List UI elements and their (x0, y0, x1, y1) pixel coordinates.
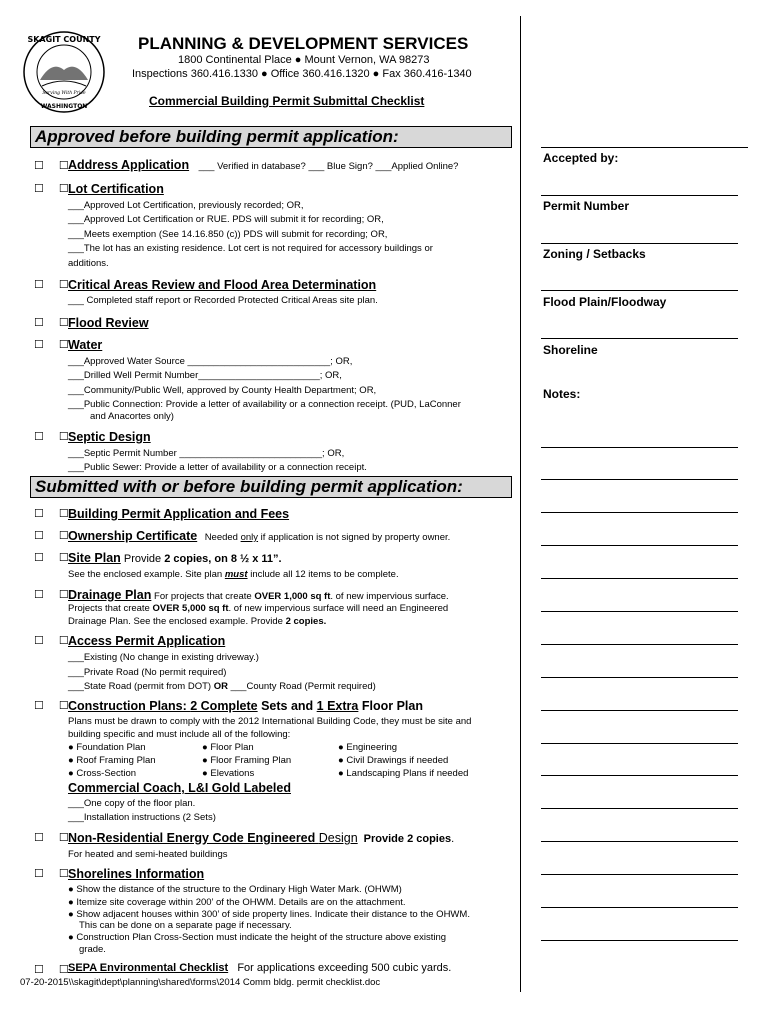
item-site-title: Site Plan Provide 2 copies, on 8 ½ x 11”. (68, 551, 282, 565)
item-energy-title: Non-Residential Energy Code Engineered Design Provide 2 copies. (68, 831, 455, 845)
skagit-county-seal (22, 30, 106, 114)
label-shoreline: Shoreline (543, 343, 598, 357)
lot-line: ___The lot has an existing residence. Lot cert is not required for accessory buildings or (68, 243, 433, 254)
notes-line[interactable] (541, 677, 738, 678)
drainage-line: Drainage Plan. See the enclosed example. Provide 2 copies. (68, 616, 327, 627)
checkbox-sepa[interactable]: ☐ ☐ (34, 964, 75, 976)
item-flood-title: Flood Review (68, 316, 149, 330)
lot-line: additions. (68, 258, 109, 269)
construction-bullet: ● Landscaping Plans if needed (338, 768, 469, 779)
banner-approved: Approved before building permit application: (30, 126, 512, 148)
construction-bullet: ● Engineering (338, 742, 398, 753)
septic-line: ___Public Sewer: Provide a letter of availability or a connection receipt. (68, 462, 367, 473)
shorelines-line: ● Show adjacent houses within 300’ of side property lines. Indicate their distance to the OHWM. (68, 909, 470, 920)
item-ownership-title: Ownership Certificate Needed only if application is not signed by property owner. (68, 529, 451, 543)
item-sepa-title: SEPA Environmental Checklist For applications exceeding 500 cubic yards. (68, 962, 452, 974)
notes-line[interactable] (541, 808, 738, 809)
access-line: ___Existing (No change in existing driveway.) (68, 652, 259, 663)
header-phones: Inspections 360.416.1330 ● Office 360.416.1320 ● Fax 360.416-1340 (132, 68, 472, 80)
notes-line[interactable] (541, 512, 738, 513)
lot-line: ___Approved Lot Certification, previously recorded; OR, (68, 200, 304, 211)
water-line: and Anacortes only) (90, 411, 174, 422)
notes-line[interactable] (541, 775, 738, 776)
notes-line[interactable] (541, 447, 738, 448)
construction-line: Plans must be drawn to comply with the 2012 International Building Code, they must be site and (68, 716, 472, 727)
lot-line: ___Meets exemption (See 14.16.850 (c)) PDS will submit for recording; OR, (68, 229, 388, 240)
svg-text:SKAGIT COUNTY: SKAGIT COUNTY (27, 35, 101, 44)
item-bpa-title: Building Permit Application and Fees (68, 507, 290, 521)
critical-line: ___ Completed staff report or Recorded Protected Critical Areas site plan. (68, 295, 378, 306)
shorelines-line: This can be done on a separate page if necessary. (79, 920, 292, 931)
septic-line: ___Septic Permit Number ___________________________; OR, (68, 448, 345, 459)
water-line: ___Community/Public Well, approved by County Health Department; OR, (68, 385, 377, 396)
notes-line[interactable] (541, 841, 738, 842)
access-line: ___Private Road (No permit required) (68, 667, 227, 678)
notes-line[interactable] (541, 907, 738, 908)
notes-line[interactable] (541, 545, 738, 546)
construction-line: building specific and must include all of the following: (68, 729, 291, 740)
item-water-title: Water (68, 338, 103, 352)
notes-line[interactable] (541, 710, 738, 711)
right-rule (541, 290, 738, 291)
checkbox-shorelines[interactable]: ☐ ☐ (34, 868, 75, 880)
checkbox-site[interactable]: ☐ ☐ (34, 552, 75, 564)
item-septic-title: Septic Design (68, 430, 151, 444)
notes-line[interactable] (541, 940, 738, 941)
item-construction-title: Construction Plans: 2 Complete Sets and 1 Extra Floor Plan (68, 699, 423, 713)
label-notes: Notes: (543, 387, 581, 401)
label-flood-plain: Flood Plain/Floodway (543, 295, 667, 309)
lot-line: ___Approved Lot Certification or RUE. PDS will submit it for recording; OR, (68, 214, 384, 225)
svg-text:WASHINGTON: WASHINGTON (40, 103, 88, 110)
construction-bullet: ● Foundation Plan (68, 742, 146, 753)
item-critical-title: Critical Areas Review and Flood Area Determination (68, 278, 377, 292)
shorelines-line: ● Construction Plan Cross-Section must indicate the height of the structure above existing (68, 932, 447, 943)
checkbox-bpa[interactable]: ☐ ☐ (34, 508, 75, 520)
construction-bullet: ● Floor Framing Plan (202, 755, 292, 766)
checkbox-lot[interactable]: ☐ ☐ (34, 183, 75, 195)
water-line: ___Approved Water Source ___________________________; OR, (68, 356, 353, 367)
shorelines-line: ● Itemize site coverage within 200’ of the OHWM. Details are on the attachment. (68, 897, 406, 908)
checkbox-drainage[interactable]: ☐ ☐ (34, 589, 75, 601)
notes-line[interactable] (541, 644, 738, 645)
notes-line[interactable] (541, 611, 738, 612)
label-zoning: Zoning / Setbacks (543, 247, 646, 261)
item-address-title: Address Application ___ Verified in database? ___ Blue Sign? ___Applied Online? (68, 158, 459, 172)
right-rule (541, 243, 738, 244)
column-divider (520, 16, 521, 992)
right-rule (541, 338, 738, 339)
construction-bullet: ● Cross-Section (68, 768, 137, 779)
shorelines-line: grade. (79, 944, 106, 955)
label-accepted-by: Accepted by: (543, 151, 619, 165)
item-access-title: Access Permit Application (68, 634, 226, 648)
header-address: 1800 Continental Place ● Mount Vernon, WA 98273 (178, 54, 430, 66)
coach-line: ___One copy of the floor plan. (68, 798, 196, 809)
shorelines-line: ● Show the distance of the structure to the Ordinary High Water Mark. (OHWM) (68, 884, 402, 895)
notes-line[interactable] (541, 479, 738, 480)
notes-line[interactable] (541, 874, 738, 875)
checkbox-address[interactable]: ☐ ☐ (34, 160, 75, 172)
item-shorelines-title: Shorelines Information (68, 867, 205, 881)
footer-path: 07-20-2015\\skagit\dept\planning\shared\forms\2014 Comm bldg. permit checklist.doc (20, 977, 381, 988)
banner-submitted: Submitted with or before building permit application: (30, 476, 512, 498)
access-line: ___State Road (permit from DOT) OR ___County Road (Permit required) (68, 681, 376, 692)
header-subtitle: Commercial Building Permit Submittal Checklist (149, 94, 425, 108)
site-line: See the enclosed example. Site plan must include all 12 items to be complete. (68, 569, 399, 580)
right-rule (541, 147, 748, 148)
construction-bullet: ● Elevations (202, 768, 255, 779)
item-coach-title: Commercial Coach, L&I Gold Labeled (68, 781, 291, 795)
water-line: ___Drilled Well Permit Number_______________________; OR, (68, 370, 342, 381)
checkbox-access[interactable]: ☐ ☐ (34, 635, 75, 647)
notes-line[interactable] (541, 578, 738, 579)
energy-line: For heated and semi-heated buildings (68, 849, 228, 860)
header-title: PLANNING & DEVELOPMENT SERVICES (138, 34, 469, 53)
svg-text:Serving With Pride: Serving With Pride (42, 91, 86, 96)
item-drainage-title: Drainage Plan For projects that create OVER 1,000 sq ft. of new impervious surface. (68, 588, 449, 602)
checkbox-construction[interactable]: ☐ ☐ (34, 700, 75, 712)
item-lot-title: Lot Certification (68, 182, 164, 196)
label-permit-number: Permit Number (543, 199, 630, 213)
checkbox-water[interactable]: ☐ ☐ (34, 339, 75, 351)
construction-bullet: ● Floor Plan (202, 742, 254, 753)
checkbox-flood[interactable]: ☐ ☐ (34, 317, 75, 329)
checkbox-ownership[interactable]: ☐ ☐ (34, 530, 75, 542)
construction-bullet: ● Roof Framing Plan (68, 755, 156, 766)
right-rule (541, 195, 738, 196)
checkbox-critical[interactable]: ☐ ☐ (34, 279, 75, 291)
construction-bullet: ● Civil Drawings if needed (338, 755, 449, 766)
checkbox-septic[interactable]: ☐ ☐ (34, 431, 75, 443)
notes-line[interactable] (541, 743, 738, 744)
coach-line: ___Installation instructions (2 Sets) (68, 812, 216, 823)
water-line: ___Public Connection: Provide a letter of availability or a connection receipt. (PUD, LaConner (68, 399, 461, 410)
drainage-line: Projects that create OVER 5,000 sq ft. of new impervious surface will need an Engineered (68, 603, 449, 614)
checkbox-energy[interactable]: ☐ ☐ (34, 832, 75, 844)
